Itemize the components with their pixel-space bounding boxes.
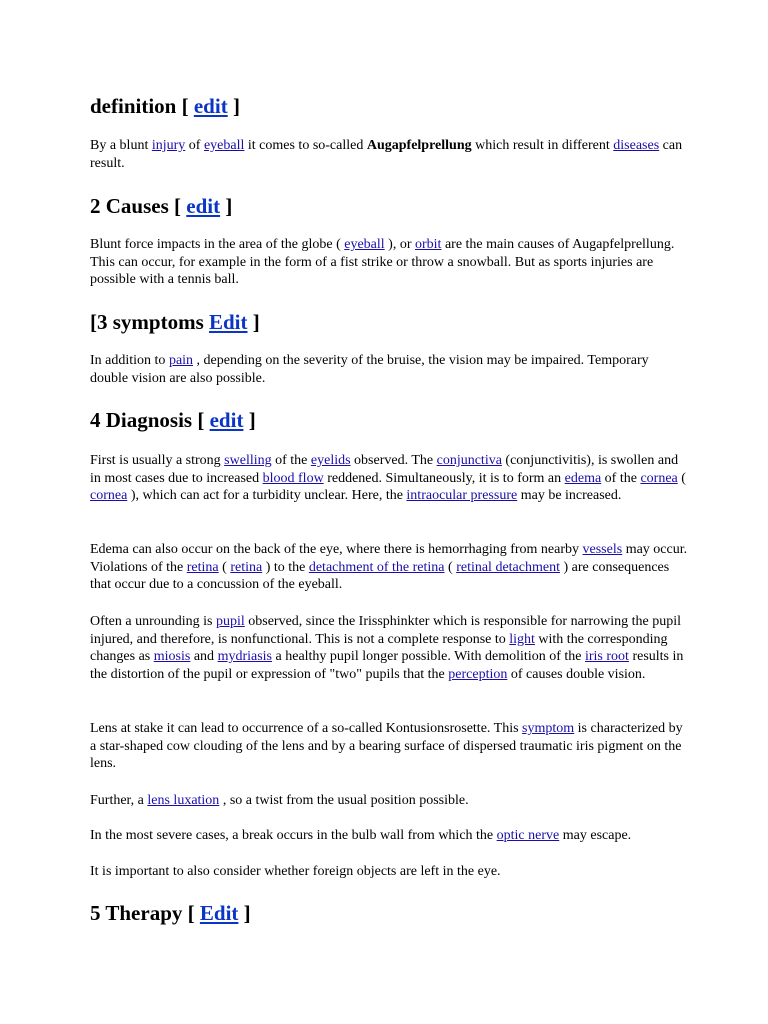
text: observed. The — [350, 453, 437, 468]
text: is characterized by a star-shaped cow clouding of the lens and by a bearing surface of dispersed traumatic iris pigment on the lens. — [90, 721, 683, 772]
link-light[interactable]: light — [509, 631, 535, 647]
paragraph-definition — [90, 137, 690, 172]
heading-therapy: 5 Therapy [ Edit ] — [90, 901, 251, 925]
text: of — [185, 138, 204, 153]
heading-text: definition — [90, 94, 177, 118]
text: reddened. Simultaneously, it is to form an — [323, 470, 565, 486]
paragraph-diagnosis-5 — [90, 792, 690, 810]
link-retina[interactable]: retina — [186, 559, 219, 575]
text: of the — [601, 470, 641, 486]
heading-symptoms: [3 symptoms Edit ] — [90, 310, 260, 334]
link-pupil[interactable]: pupil — [215, 614, 245, 629]
paragraph-causes — [90, 236, 690, 289]
link-perception[interactable]: perception — [448, 666, 508, 682]
text: with the corresponding changes as — [90, 631, 668, 665]
heading-text: 2 Causes — [90, 194, 169, 218]
link-edema[interactable]: edema — [564, 470, 602, 486]
text: of the — [271, 453, 311, 468]
link-iris-root[interactable]: iris root — [584, 649, 629, 665]
link-optic-nerve[interactable]: optic nerve — [496, 828, 560, 843]
edit-link-symptoms[interactable]: Edit — [209, 310, 248, 334]
text: ( — [218, 559, 231, 575]
paragraph-diagnosis-6 — [90, 827, 690, 845]
link-symptom[interactable]: symptom — [522, 721, 575, 736]
text: ), which can act for a turbidity unclear. Here, the — [127, 488, 407, 504]
heading-text: 5 Therapy — [90, 901, 183, 925]
heading-text: [3 symptoms — [90, 310, 204, 334]
text: may be increased. — [517, 488, 622, 504]
text: , so a twist from the usual position possible. — [219, 793, 469, 808]
text: ( — [444, 559, 457, 575]
text: may occur. Violations of the — [90, 542, 688, 575]
link-pain[interactable]: pain — [168, 353, 194, 368]
text: of causes double vision. — [507, 666, 646, 682]
text: it comes to so-called — [244, 138, 367, 153]
text: Often a unrounding is — [90, 614, 216, 629]
link-swelling[interactable]: swelling — [224, 453, 272, 468]
link-cornea[interactable]: cornea — [90, 488, 128, 504]
text: which result in different — [471, 138, 614, 153]
text: Lens at stake it can lead to occurrence of a so-called Kontusionsrosette. This — [90, 721, 523, 736]
paragraph-symptoms — [90, 352, 690, 387]
paragraph-diagnosis-3 — [90, 613, 690, 683]
text: ), or — [384, 237, 415, 252]
link-cornea[interactable]: cornea — [640, 470, 678, 486]
text: a healthy pupil longer possible. With demolition of the — [272, 649, 585, 665]
link-intraocular-pressure[interactable]: intraocular pressure — [406, 488, 518, 504]
text: and — [190, 649, 218, 665]
text: First is usually a strong — [90, 453, 225, 468]
text: Edema can also occur on the back of the eye, where there is hemorrhaging from nearby — [90, 542, 583, 557]
link-diseases[interactable]: diseases — [613, 138, 660, 153]
link-lens-luxation[interactable]: lens luxation — [147, 793, 220, 808]
text: can result. — [90, 138, 683, 171]
text: Blunt force impacts in the area of the globe ( — [90, 237, 345, 252]
text: By a blunt — [90, 138, 152, 153]
edit-link-diagnosis[interactable]: edit — [209, 408, 244, 432]
link-miosis[interactable]: miosis — [153, 649, 191, 665]
text: In addition to — [90, 353, 169, 368]
text: In the most severe cases, a break occurs in the bulb wall from which the — [90, 828, 497, 843]
paragraph-diagnosis-2 — [90, 541, 690, 594]
link-orbit[interactable]: orbit — [415, 237, 442, 252]
edit-link-definition[interactable]: edit — [193, 94, 228, 118]
heading-causes: 2 Causes [ edit ] — [90, 194, 233, 218]
link-detachment-of-retina[interactable]: detachment of the retina — [308, 559, 445, 575]
heading-diagnosis: 4 Diagnosis [ edit ] — [90, 408, 256, 432]
link-blood-flow[interactable]: blood flow — [262, 470, 324, 486]
text: may escape. — [559, 828, 632, 843]
edit-link-therapy[interactable]: Edit — [199, 901, 239, 925]
link-eyelids[interactable]: eyelids — [310, 453, 351, 468]
text: It is important to also consider whether foreign objects are left in the eye. — [90, 864, 501, 879]
link-conjunctiva[interactable]: conjunctiva — [436, 453, 502, 468]
text: , depending on the severity of the bruise, the vision may be impaired. Temporary double vision are also possible. — [90, 353, 649, 386]
bold-term: Augapfelprellung — [366, 138, 472, 153]
heading-text: 4 Diagnosis — [90, 408, 193, 432]
text: are the main causes of Augapfelprellung. This can occur, for example in the form of a fist strike or throw a snowball. But as sports injuries are possible with a tennis ball. — [90, 237, 675, 288]
paragraph-diagnosis-1 — [90, 452, 690, 505]
edit-link-causes[interactable]: edit — [186, 194, 221, 218]
text: ) are consequences that occur due to a concussion of the eyeball. — [90, 559, 670, 593]
link-eyeball[interactable]: eyeball — [203, 138, 245, 153]
paragraph-diagnosis-7 — [90, 863, 690, 881]
link-vessels[interactable]: vessels — [582, 542, 623, 557]
heading-definition: definition [ edit ] — [90, 94, 240, 118]
text: (conjunctivitis), is swollen and in most cases due to increased — [90, 453, 679, 486]
link-retinal-detachment[interactable]: retinal detachment — [456, 559, 560, 575]
link-mydriasis[interactable]: mydriasis — [217, 649, 273, 665]
text: results in the distortion of the pupil or expression of "two" pupils that the — [90, 649, 684, 682]
text: observed, since the Irissphinkter which is responsible for narrowing the pupil injured, and therefore, is nonfunctional. This is not a complete response to — [90, 614, 682, 647]
link-retina[interactable]: retina — [230, 559, 263, 575]
text: ( — [677, 470, 686, 486]
text: Further, a — [90, 793, 148, 808]
paragraph-diagnosis-4 — [90, 720, 690, 773]
link-eyeball[interactable]: eyeball — [344, 237, 385, 252]
link-injury[interactable]: injury — [151, 138, 186, 153]
text: ) to the — [262, 559, 309, 575]
